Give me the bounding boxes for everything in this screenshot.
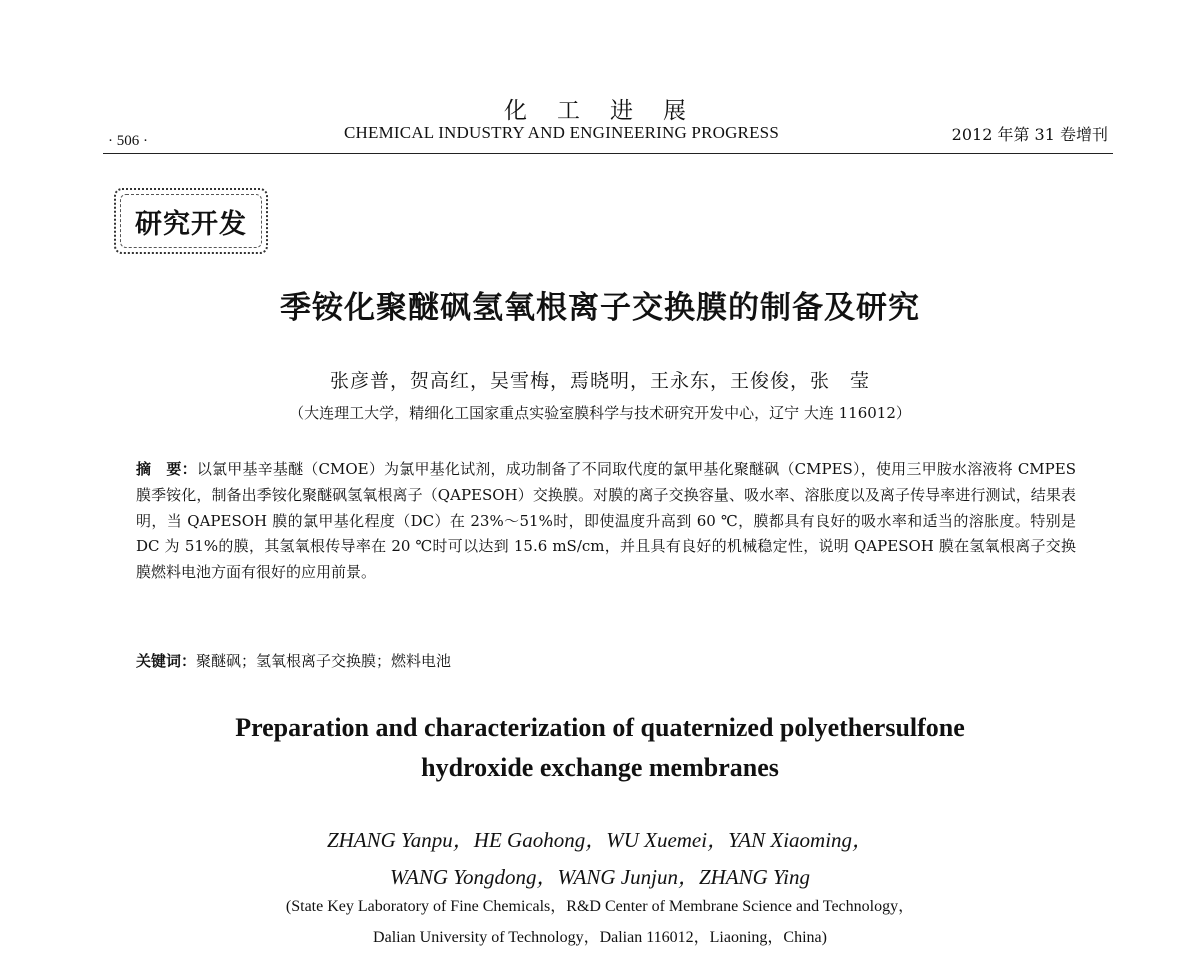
header-rule bbox=[103, 153, 1113, 154]
title-en-line-1: Preparation and characterization of quaternized polyethersulfone bbox=[235, 713, 965, 742]
abstract-label: 摘 要： bbox=[136, 460, 197, 478]
authors-en-line-2: WANG Yongdong，WANG Junjun，ZHANG Ying bbox=[389, 865, 810, 889]
journal-title-en: CHEMICAL INDUSTRY AND ENGINEERING PROGRESS bbox=[344, 123, 779, 142]
abstract-cn bbox=[136, 457, 1076, 586]
authors-en bbox=[0, 822, 1200, 896]
keywords-label: 关键词： bbox=[136, 652, 197, 670]
section-label: 研究开发 bbox=[135, 208, 247, 240]
affiliation-cn: （大连理工大学，精细化工国家重点实验室膜科学与技术研究开发中心，辽宁 大连 116012） bbox=[289, 404, 911, 422]
authors-cn: 张彦普，贺高红，吴雪梅，焉晓明，王永东，王俊俊，张 莹 bbox=[329, 370, 870, 392]
issue-info: 2012 年第 31 卷增刊 bbox=[951, 125, 1108, 144]
keywords-cn bbox=[136, 650, 1076, 671]
article-title-en bbox=[0, 708, 1200, 788]
authors-en-line-1: ZHANG Yanpu，HE Gaohong，WU Xuemei，YAN Xiaoming， bbox=[326, 828, 874, 852]
section-badge bbox=[114, 188, 268, 254]
affiliation-en bbox=[0, 891, 1200, 953]
title-en-line-2: hydroxide exchange membranes bbox=[421, 753, 779, 782]
affiliation-en-line-2: Dalian University of Technology，Dalian 116012，Liaoning，China) bbox=[373, 929, 827, 946]
affiliation-en-line-1: (State Key Laboratory of Fine Chemicals，R&D Center of Membrane Science and Technology， bbox=[285, 898, 915, 915]
page-number: · 506 · bbox=[108, 133, 148, 149]
journal-title-cn: 化工进展 bbox=[504, 98, 716, 124]
abstract-text: 以氯甲基辛基醚（CMOE）为氯甲基化试剂，成功制备了不同取代度的氯甲基化聚醚砜（CMPES），使用三甲胺水溶液将 CMPES 膜季铵化，制备出季铵化聚醚砜氢氧根离子（QAPESOH）交换膜。对膜的离子交换容量、吸水率、溶胀度以及离子传导率进行测试，结果表明，当 QAPESOH 膜的氯甲基化程度（DC）在 23%～51%时，即使温度升高到 60 ℃，膜都具有良好的吸水率和适当的溶胀度。特别是 DC 为 51%的膜，其氢氧根传导率在 20 ℃时可以达到 15.6 mS/cm，并且具有良好的机械稳定性，说明 QAPESOH 膜在氢氧根离子交换膜燃料电池方面有很好的应用前景。 bbox=[136, 460, 1076, 582]
keywords-text: 聚醚砜；氢氧根离子交换膜；燃料电池 bbox=[196, 652, 452, 670]
article-title-cn: 季铵化聚醚砜氢氧根离子交换膜的制备及研究 bbox=[280, 290, 920, 326]
